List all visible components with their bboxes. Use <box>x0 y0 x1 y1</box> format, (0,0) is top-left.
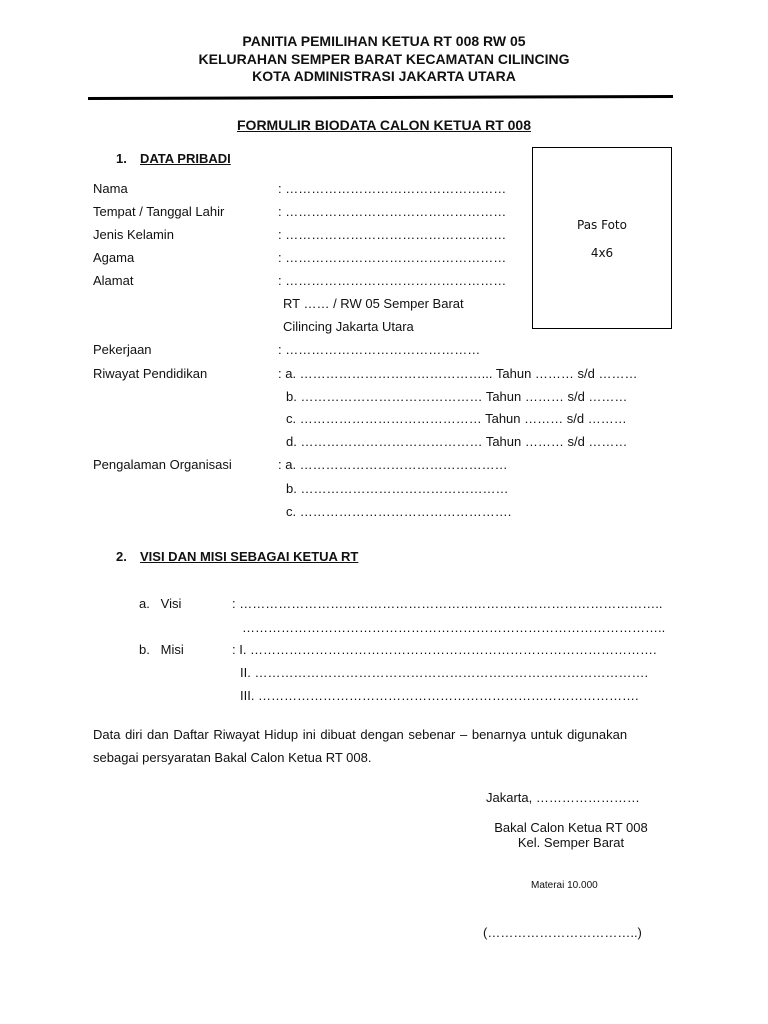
signature-place-date[interactable]: Jakarta, …………………… <box>486 790 640 805</box>
section-2-title: VISI DAN MISI SEBAGAI KETUA RT <box>140 549 359 564</box>
section-1-number: 1. <box>116 151 127 166</box>
field-value-alamat-rt-rw[interactable]: RT …… / RW 05 Semper Barat <box>283 296 464 311</box>
field-label-riwayat-pendidikan: Riwayat Pendidikan <box>93 366 208 381</box>
stamp-duty-label: Materai 10.000 <box>531 880 598 891</box>
section-1-heading <box>116 151 231 166</box>
header-line-1: PANITIA PEMILIHAN KETUA RT 008 RW 05 <box>242 33 526 49</box>
signature-name-line[interactable]: (……………………………..) <box>483 925 642 940</box>
visi-line-1[interactable]: : …………………………………………………………………………………….. <box>232 596 663 611</box>
misi-line-1[interactable]: : I. …………………………………………………………………………………. <box>232 642 657 657</box>
field-value-alamat[interactable]: : …………………………………………… <box>278 273 507 288</box>
photo-box-label: Pas Foto <box>577 218 627 232</box>
field-value-pendidikan-b[interactable]: b. …………………………………… Tahun ……… s/d ……… <box>286 389 628 404</box>
header-divider <box>88 95 673 100</box>
photo-box <box>532 147 672 329</box>
field-value-alamat-kota: Cilincing Jakarta Utara <box>283 319 414 334</box>
signature-role-line-2: Kel. Semper Barat <box>517 835 625 850</box>
misi-line-2[interactable]: II. ………………………………………………………………………………. <box>240 665 649 680</box>
field-label-pengalaman-organisasi: Pengalaman Organisasi <box>93 457 232 472</box>
field-value-pendidikan-a[interactable]: : a. ……………………………………... Tahun ……… s/d ……… <box>278 366 638 381</box>
field-value-organisasi-a[interactable]: : a. ………………………………………… <box>278 457 508 472</box>
photo-box-size: 4x6 <box>590 246 614 260</box>
misi-label: b. Misi <box>139 642 184 657</box>
field-label-jenis-kelamin: Jenis Kelamin <box>93 227 174 242</box>
field-value-pendidikan-c[interactable]: c. …………………………………… Tahun ……… s/d ……… <box>286 411 627 426</box>
field-value-pekerjaan[interactable]: : ……………………………………… <box>278 342 481 357</box>
field-label-alamat: Alamat <box>93 273 134 288</box>
form-title: FORMULIR BIODATA CALON KETUA RT 008 <box>237 117 531 133</box>
misi-line-3[interactable]: III. ……………………………………………………………………………. <box>240 688 639 703</box>
statement-line-1: Data diri dan Daftar Riwayat Hidup ini dibuat dengan sebenar – benarnya untuk digunakan <box>93 727 628 742</box>
visi-label: a. Visi <box>139 596 182 611</box>
section-2-number: 2. <box>116 549 127 564</box>
statement-line-2: sebagai persyaratan Bakal Calon Ketua RT 008. <box>93 750 372 765</box>
field-value-tempat-tanggal-lahir[interactable]: : …………………………………………… <box>278 204 507 219</box>
field-label-tempat-tanggal-lahir: Tempat / Tanggal Lahir <box>93 204 225 219</box>
field-value-pendidikan-d[interactable]: d. …………………………………… Tahun ……… s/d ……… <box>286 434 628 449</box>
field-value-organisasi-c[interactable]: c. …………………………………………. <box>286 504 512 519</box>
field-label-agama: Agama <box>93 250 135 265</box>
header-line-3: KOTA ADMINISTRASI JAKARTA UTARA <box>252 68 516 84</box>
section-1-title: DATA PRIBADI <box>140 151 231 166</box>
section-2-heading <box>116 549 358 564</box>
visi-line-2[interactable]: …………………………………………………………………………………….. <box>242 620 666 635</box>
field-value-agama[interactable]: : …………………………………………… <box>278 250 507 265</box>
header-line-2: KELURAHAN SEMPER BARAT KECAMATAN CILINCING <box>198 51 570 67</box>
field-value-organisasi-b[interactable]: b. ………………………………………… <box>286 481 509 496</box>
field-label-pekerjaan: Pekerjaan <box>93 342 152 357</box>
field-label-nama: Nama <box>93 181 128 196</box>
signature-role-line-1: Bakal Calon Ketua RT 008 <box>494 820 648 835</box>
field-value-jenis-kelamin[interactable]: : …………………………………………… <box>278 227 507 242</box>
field-value-nama[interactable]: : …………………………………………… <box>278 181 507 196</box>
